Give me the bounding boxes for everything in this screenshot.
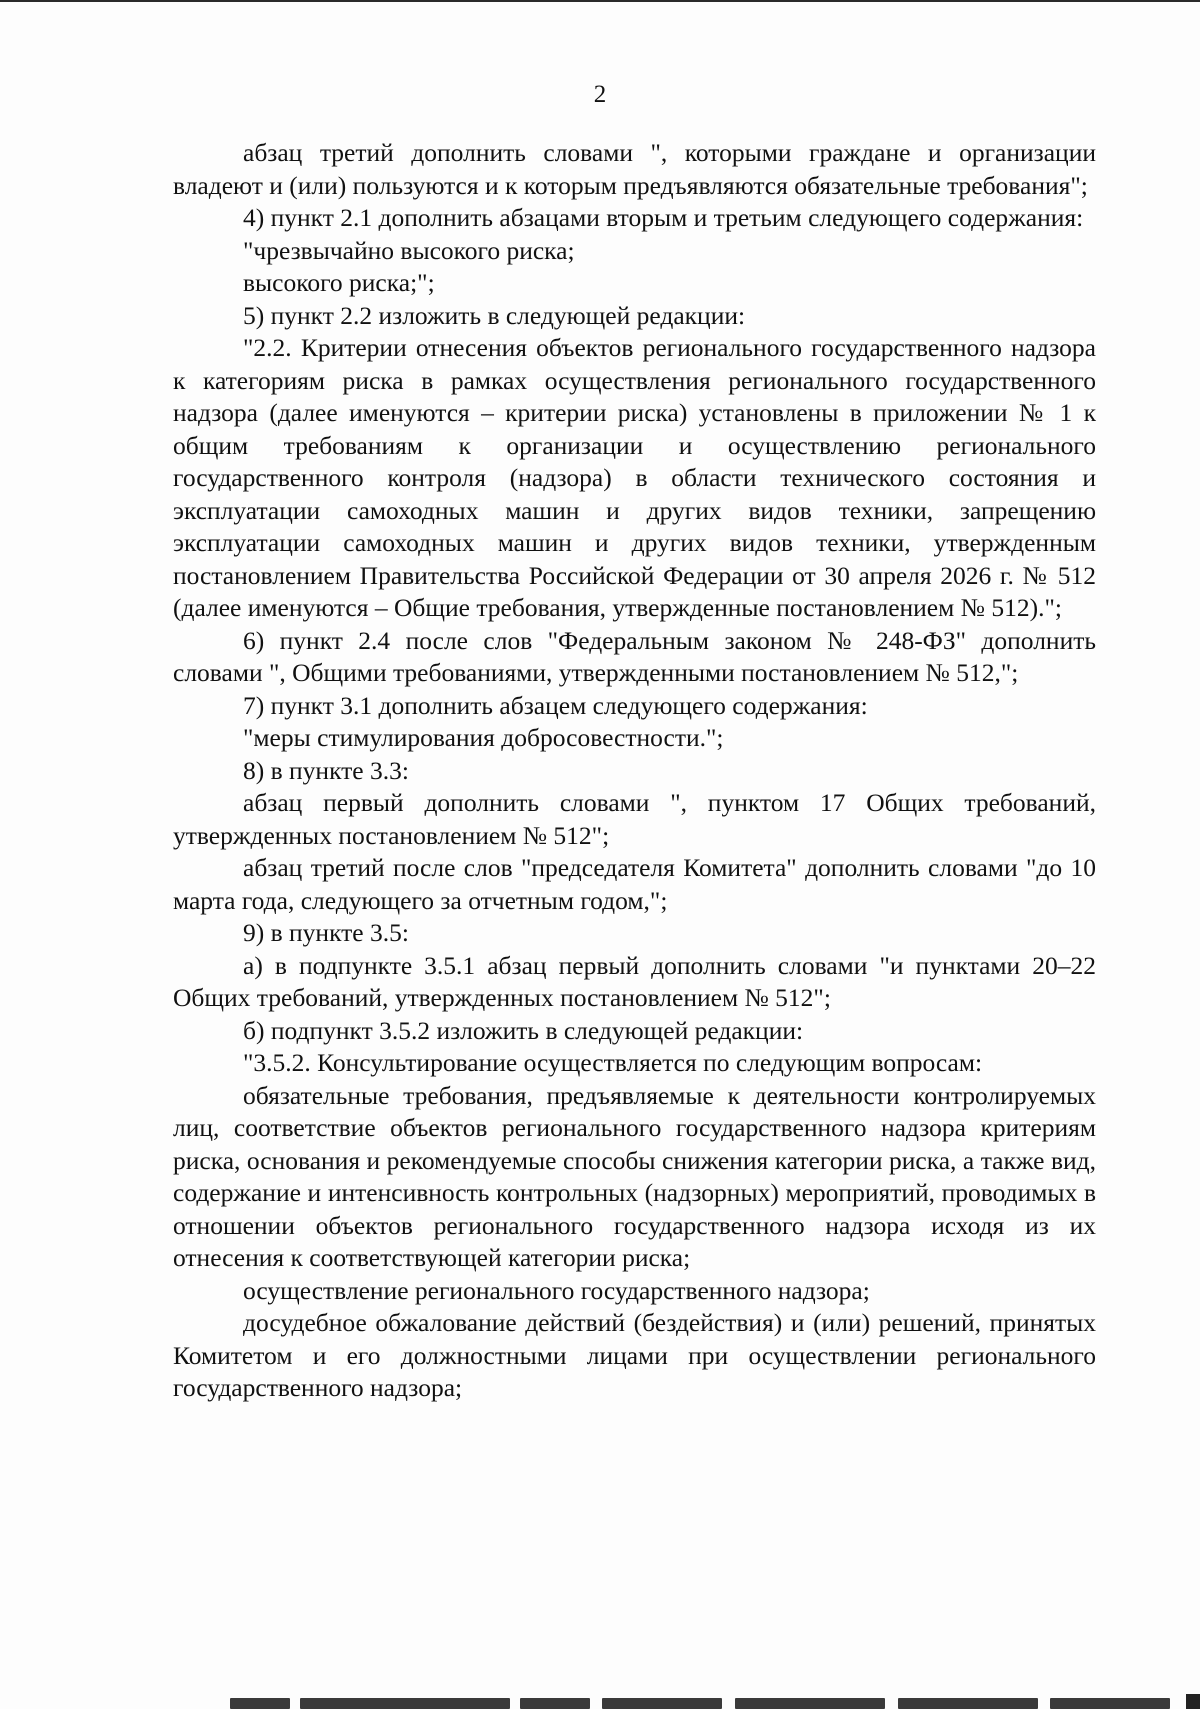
- scan-top-edge: [0, 0, 1200, 2]
- paragraph: 4) пункт 2.1 дополнить абзацами вторым и третьим следующего содержания:: [243, 203, 1084, 232]
- paragraph: высокого риска;";: [243, 268, 435, 297]
- paragraph: осуществление регионального государственного надзора;: [243, 1275, 870, 1305]
- paragraph: а) в подпункте 3.5.1 абзац первый дополнить словами "и пунктами 20–22 Общих требований, утвержденных постановлением № 512";: [173, 950, 1096, 1012]
- cut-off-next-line: [230, 1698, 1190, 1709]
- paragraph: "2.2. Критерии отнесения объектов регионального государственного надзора к категориям риска в рамках осуществления регионального государственного надзора (далее именуются – критерии риска) установлены в приложении № 1 к общим требованиям к организации и осуществлению регионального государственного контроля (надзора) в области технического состояния и эксплуатации самоходных машин и других видов техники, запрещению эксплуатации самоходных машин и других видов техники, утвержденным постановлением Правительства Российской Федерации от 30 апреля 2026 г. № 512 (далее именуются – Общие требования, утвержденные постановлением № 512).";: [173, 333, 1096, 622]
- paragraph: б) подпункт 3.5.2 изложить в следующей редакции:: [243, 1015, 804, 1045]
- paragraph: "чрезвычайно высокого риска;: [243, 235, 575, 265]
- paragraph: абзац третий дополнить словами ", которыми граждане и организации владеют и (или) пользуются и к которым предъявляются обязательные требования";: [173, 138, 1096, 200]
- paragraph: 8) в пункте 3.3:: [243, 755, 409, 785]
- page-number: 2: [593, 81, 607, 108]
- paragraph: 5) пункт 2.2 изложить в следующей редакции:: [243, 300, 746, 330]
- paragraph: 7) пункт 3.1 дополнить абзацем следующего содержания:: [243, 690, 868, 720]
- paragraph: "3.5.2. Консультирование осуществляется по следующим вопросам:: [243, 1048, 983, 1077]
- paragraph: 9) в пункте 3.5:: [243, 918, 409, 947]
- paragraph: абзац первый дополнить словами ", пунктом 17 Общих требований, утвержденных постановлением № 512";: [173, 788, 1096, 850]
- paragraph: 6) пункт 2.4 после слов "Федеральным законом № 248-ФЗ" дополнить словами ", Общими требованиями, утвержденными постановлением № 512,";: [173, 625, 1096, 687]
- paragraph: обязательные требования, предъявляемые к деятельности контролируемых лиц, соответствие объектов регионального государственного надзора критериям риска, основания и рекомендуемые способы снижения категории риска, а также вид, содержание и интенсивность контрольных (надзорных) мероприятий, проводимых в отношении объектов регионального государственного надзора исходя из их отнесения к соответствующей категории риска;: [173, 1080, 1096, 1272]
- scan-corner-mark: [1186, 1694, 1200, 1709]
- paragraph: абзац третий после слов "председателя Комитета" дополнить словами "до 10 марта года, следующего за отчетным годом,";: [173, 853, 1096, 915]
- paragraph: досудебное обжалование действий (бездействия) и (или) решений, принятых Комитетом и его должностными лицами при осуществлении регионального государственного надзора;: [173, 1308, 1096, 1402]
- paragraph: "меры стимулирования добросовестности.";: [243, 723, 724, 752]
- document-body: [173, 137, 1096, 1405]
